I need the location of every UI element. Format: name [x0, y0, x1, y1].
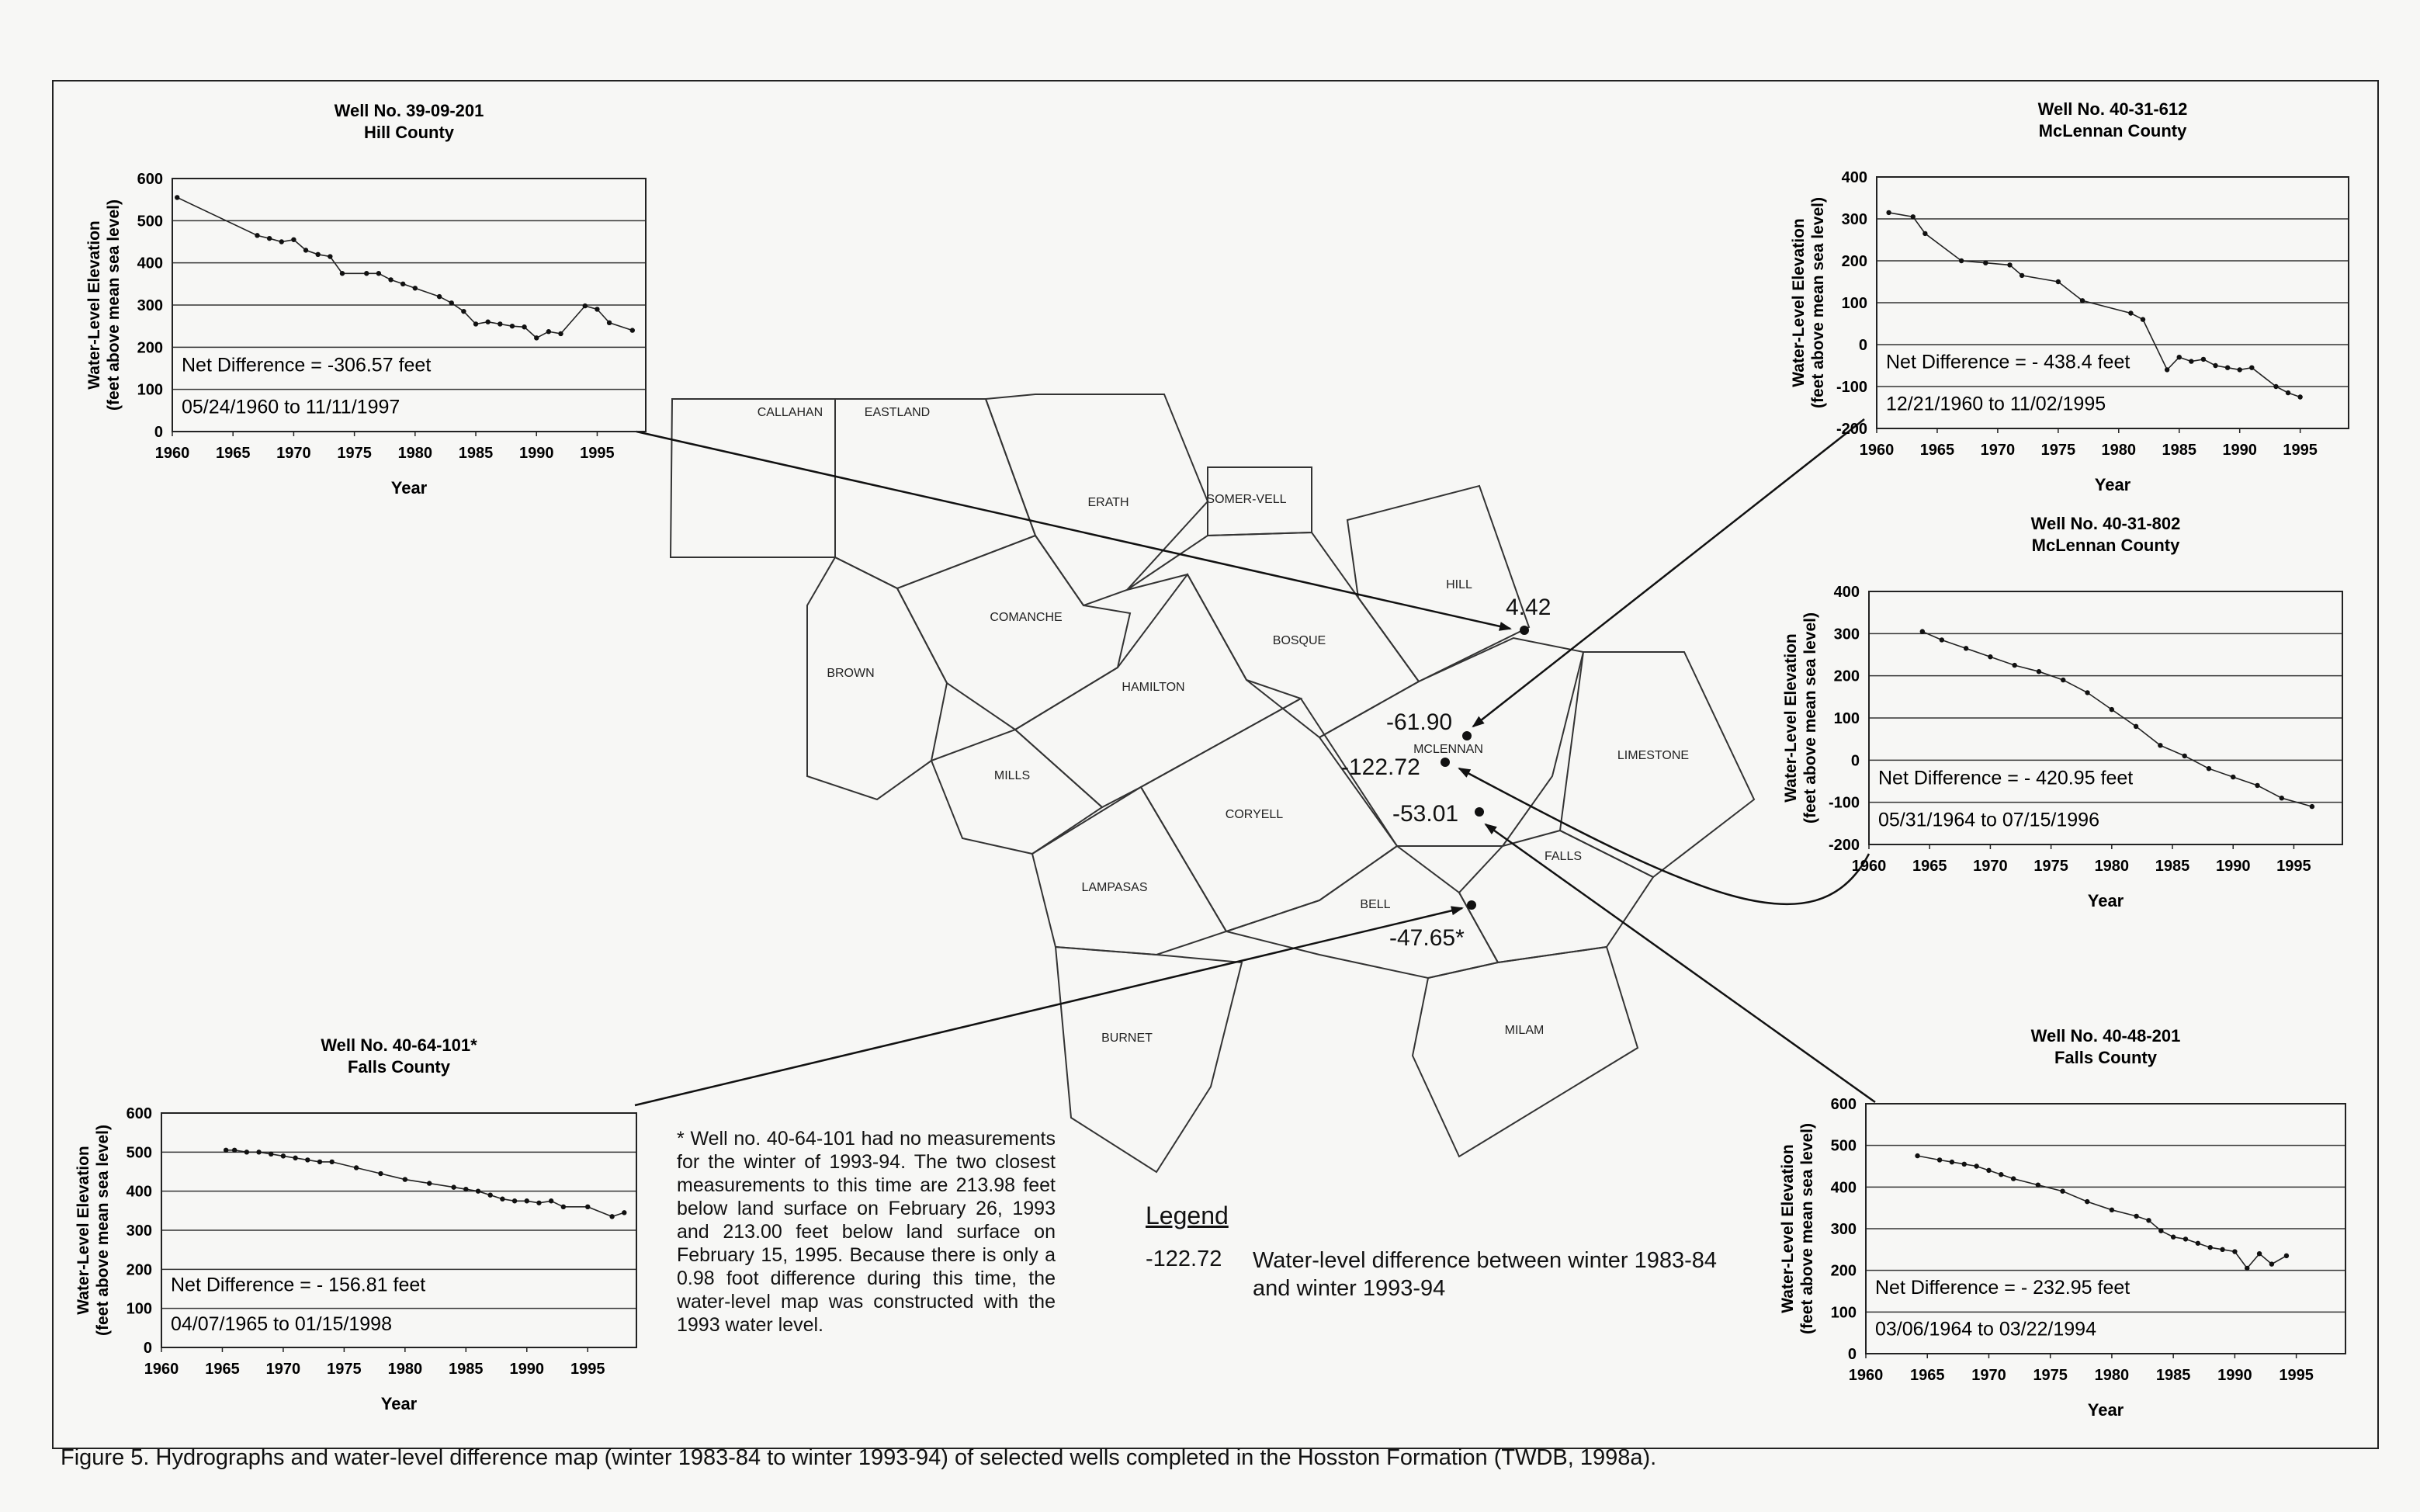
data-point — [2020, 273, 2024, 278]
data-point — [303, 248, 308, 252]
y-tick-label: 600 — [137, 171, 163, 188]
county-label: FALLS — [1544, 850, 1583, 863]
y-tick-label: 400 — [126, 1183, 152, 1201]
connector-lines — [635, 419, 1875, 1105]
county-label: ERATH — [1087, 496, 1129, 509]
y-axis-label-line: (feet above mean sea level) — [1809, 197, 1827, 408]
county-label: BROWN — [827, 667, 875, 680]
chart-title: Well No. 40-64-101* — [321, 1035, 477, 1055]
data-point — [2207, 1245, 2212, 1250]
data-point — [1974, 1163, 1978, 1168]
data-point — [2269, 1261, 2274, 1266]
legend-sample-value: -122.72 — [1146, 1247, 1222, 1271]
x-tick-label: 1995 — [2283, 442, 2318, 459]
x-tick-label: 1980 — [2094, 1367, 2130, 1384]
data-point — [549, 1198, 553, 1203]
x-tick-label: 1960 — [144, 1361, 179, 1378]
x-tick-label: 1990 — [518, 445, 554, 462]
y-tick-label: 0 — [1858, 337, 1867, 354]
x-tick-label: 1980 — [387, 1361, 423, 1378]
data-point — [561, 1205, 566, 1209]
data-point — [2146, 1218, 2151, 1222]
chart-title: Well No. 40-31-802 — [2030, 514, 2181, 533]
chart-subtitle: Falls County — [2054, 1048, 2158, 1067]
footnote-well-40-64-101: * Well no. 40-64-101 had no measurements for the winter of 1993-94. The two closest measurements to this time are 213.98 feet below land surface on February 26, 1993 and 213.00 feet below land surface on February 15, 1995. Because there is only a 0.98 foot difference during this time, the water-level map was constructed with the 1993 water level. — [677, 1128, 1056, 1336]
y-tick-label: 300 — [137, 297, 163, 314]
data-point — [1950, 1160, 1954, 1164]
data-point — [2297, 394, 2302, 399]
data-point — [224, 1148, 228, 1153]
data-point — [2232, 1249, 2237, 1254]
data-point — [512, 1198, 517, 1203]
data-point — [340, 271, 345, 276]
x-tick-label: 1965 — [1919, 442, 1955, 459]
county-hill — [1347, 486, 1529, 681]
x-tick-label: 1965 — [205, 1361, 240, 1378]
y-tick-label: 500 — [126, 1144, 152, 1162]
x-tick-label: 1995 — [2276, 858, 2311, 875]
data-point — [427, 1181, 432, 1185]
data-point — [1986, 1168, 1991, 1173]
data-point — [558, 331, 563, 336]
y-tick-label: 0 — [1847, 1346, 1857, 1363]
connector-hill — [636, 432, 1510, 629]
x-tick-label: 1970 — [276, 445, 311, 462]
y-tick-label: -200 — [1828, 837, 1860, 854]
connector-40-64-101 — [635, 908, 1462, 1105]
x-tick-label: 1970 — [1971, 1367, 2006, 1384]
data-point — [305, 1157, 310, 1162]
x-tick-label: 1970 — [265, 1361, 301, 1378]
data-point — [293, 1156, 297, 1160]
data-point — [2310, 804, 2314, 809]
y-axis-label — [1790, 197, 1827, 408]
hydrograph-40-31-612 — [1790, 99, 2349, 494]
y-axis-label-line: Water-Level Elevation — [1778, 1144, 1797, 1313]
data-point — [1915, 1153, 1919, 1158]
data-point — [2012, 663, 2016, 668]
county-label: HAMILTON — [1122, 681, 1185, 694]
data-point — [269, 1152, 273, 1157]
data-point — [2110, 707, 2114, 712]
data-point — [2110, 1208, 2114, 1212]
legend-title: Legend — [1146, 1202, 1229, 1229]
well-value: -53.01 — [1392, 801, 1459, 827]
y-axis-label-line: (feet above mean sea level) — [94, 1125, 112, 1336]
chart-subtitle: McLennan County — [2031, 536, 2180, 555]
county-label: CALLAHAN — [757, 406, 823, 419]
x-tick-label: 1965 — [215, 445, 251, 462]
data-point — [1962, 1162, 1967, 1167]
data-point — [2196, 1241, 2200, 1246]
x-tick-label: 1960 — [154, 445, 190, 462]
data-point — [354, 1165, 359, 1170]
data-point — [510, 324, 515, 328]
county-label: BOSQUE — [1272, 634, 1326, 647]
x-tick-label: 1990 — [2217, 1367, 2252, 1384]
x-tick-label: 1990 — [2215, 858, 2251, 875]
data-point — [2056, 279, 2061, 284]
x-tick-label: 1975 — [2033, 1367, 2068, 1384]
x-tick-label: 1980 — [2101, 442, 2137, 459]
y-tick-label: 100 — [1841, 295, 1867, 312]
well-value: -122.72 — [1341, 754, 1420, 780]
legend-description: Water-level difference between winter 1983-84 and winter 1993-94 — [1253, 1248, 1718, 1301]
y-tick-label: 100 — [1830, 1304, 1857, 1322]
data-point — [522, 324, 526, 329]
data-point — [1911, 214, 1916, 219]
data-point — [2158, 1228, 2163, 1233]
x-axis-label: Year — [380, 1394, 418, 1413]
county-lampasas — [1032, 787, 1226, 955]
net-difference: Net Difference = - 156.81 feet — [171, 1274, 426, 1296]
data-point — [2183, 1236, 2188, 1241]
data-point — [595, 307, 599, 311]
y-tick-label: 500 — [1830, 1137, 1857, 1155]
data-point — [2158, 743, 2162, 747]
y-tick-label: 200 — [126, 1261, 152, 1279]
date-range: 03/06/1964 to 03/22/1994 — [1875, 1318, 2096, 1340]
data-point — [413, 286, 418, 290]
data-point — [583, 303, 588, 308]
data-point — [2134, 1214, 2138, 1219]
hydrograph-40-64-101 — [75, 1035, 636, 1413]
y-tick-label: 200 — [1841, 253, 1867, 270]
net-difference: Net Difference = -306.57 feet — [182, 354, 432, 376]
chart-subtitle: Hill County — [363, 123, 455, 142]
data-point — [2080, 298, 2085, 303]
data-point — [255, 233, 259, 238]
data-point — [2171, 1235, 2176, 1240]
data-point — [2207, 766, 2211, 771]
x-tick-label: 1990 — [2222, 442, 2257, 459]
data-point — [1988, 654, 1992, 659]
well-value: -61.90 — [1386, 709, 1453, 735]
y-tick-label: 100 — [137, 381, 163, 399]
county-bell — [1226, 846, 1498, 978]
chart-title: Well No. 40-31-612 — [2037, 99, 2188, 119]
data-point — [449, 300, 454, 305]
x-tick-label: 1975 — [337, 445, 372, 462]
y-tick-label: 300 — [1830, 1221, 1857, 1238]
county-mills — [931, 730, 1102, 854]
data-point — [546, 329, 551, 334]
y-tick-label: 0 — [1850, 752, 1860, 770]
data-point — [1886, 210, 1891, 215]
x-tick-label: 1990 — [509, 1361, 545, 1378]
county-limestone — [1560, 652, 1754, 877]
data-point — [1983, 261, 1988, 265]
x-tick-label: 1960 — [1848, 1367, 1884, 1384]
data-point — [2284, 1254, 2289, 1258]
y-tick-label: 400 — [1830, 1179, 1857, 1197]
data-point — [267, 236, 272, 241]
county-label: CORYELL — [1225, 808, 1284, 821]
data-point — [536, 1201, 541, 1205]
county-comanche — [897, 536, 1130, 730]
data-point — [1937, 1157, 1942, 1162]
y-tick-label: -100 — [1836, 379, 1867, 396]
series-line — [1918, 1156, 2287, 1268]
y-axis-label-line: Water-Level Elevation — [85, 220, 103, 390]
y-tick-label: 200 — [1833, 668, 1860, 685]
data-point — [2189, 359, 2193, 363]
y-axis-label-line: Water-Level Elevation — [74, 1146, 92, 1315]
data-point — [256, 1150, 261, 1154]
x-tick-label: 1995 — [2279, 1367, 2314, 1384]
data-point — [2225, 366, 2230, 370]
x-tick-label: 1995 — [570, 1361, 605, 1378]
data-point — [2141, 317, 2145, 321]
data-point — [1922, 231, 1927, 236]
data-point — [2134, 724, 2138, 729]
y-tick-label: 200 — [1830, 1262, 1857, 1280]
well-point — [1520, 626, 1529, 635]
date-range: 05/31/1964 to 07/15/1996 — [1878, 809, 2099, 831]
data-point — [607, 321, 612, 325]
data-point — [2177, 355, 2182, 359]
x-tick-label: 1985 — [2155, 858, 2190, 875]
x-axis-label: Year — [390, 478, 428, 498]
data-point — [2213, 363, 2217, 368]
well-point — [1475, 807, 1484, 817]
county-label: EASTLAND — [864, 406, 931, 419]
well-point — [1462, 731, 1472, 740]
data-point — [2237, 367, 2241, 372]
hydrograph-40-31-802 — [1782, 514, 2342, 910]
date-range: 04/07/1965 to 01/15/1998 — [171, 1313, 392, 1335]
x-tick-label: 1985 — [449, 1361, 484, 1378]
data-point — [175, 195, 179, 199]
y-tick-label: 100 — [1833, 710, 1860, 727]
data-point — [585, 1205, 590, 1209]
data-point — [232, 1148, 237, 1153]
x-tick-label: 1995 — [580, 445, 615, 462]
y-tick-label: 400 — [1833, 584, 1860, 601]
data-point — [2255, 783, 2259, 788]
well-point — [1441, 758, 1450, 767]
y-axis-label — [75, 1125, 112, 1336]
data-point — [2201, 357, 2206, 362]
data-point — [2007, 262, 2012, 267]
x-tick-label: 1985 — [2162, 442, 2196, 459]
data-point — [487, 1193, 492, 1198]
county-label: BELL — [1360, 898, 1391, 911]
y-axis-label — [1779, 1123, 1816, 1334]
data-point — [403, 1177, 407, 1181]
data-point — [609, 1214, 614, 1219]
data-point — [329, 1160, 334, 1164]
net-difference: Net Difference = - 232.95 feet — [1875, 1277, 2131, 1299]
county-label: MCLENNAN — [1413, 743, 1483, 756]
data-point — [2165, 367, 2169, 372]
county-milam — [1413, 947, 1638, 1157]
data-point — [451, 1184, 456, 1189]
connector-40-48-201 — [1486, 824, 1875, 1102]
county-callahan — [671, 399, 835, 557]
county-label: BURNET — [1101, 1032, 1153, 1045]
x-axis-label: Year — [2087, 1400, 2124, 1420]
data-point — [2182, 754, 2186, 758]
data-point — [2220, 1247, 2224, 1252]
data-point — [2011, 1176, 2016, 1181]
y-tick-label: 600 — [1830, 1096, 1857, 1113]
data-point — [315, 252, 320, 257]
county-label: COMANCHE — [990, 611, 1063, 624]
data-point — [534, 335, 539, 340]
data-point — [317, 1160, 322, 1164]
data-point — [388, 277, 393, 282]
data-point — [2249, 366, 2254, 370]
y-tick-label: 0 — [154, 424, 163, 441]
series-line — [177, 197, 633, 338]
y-axis-label — [1782, 612, 1819, 824]
x-axis-label: Year — [2094, 475, 2131, 494]
chart-subtitle: Falls County — [347, 1057, 451, 1077]
data-point — [2037, 669, 2041, 674]
x-tick-label: 1960 — [1851, 858, 1887, 875]
data-point — [1964, 646, 1968, 650]
data-point — [2061, 678, 2065, 682]
data-point — [281, 1153, 286, 1158]
data-point — [244, 1150, 249, 1154]
y-tick-label: 300 — [1841, 211, 1867, 228]
well-value: 4.42 — [1506, 595, 1552, 620]
y-tick-label: 300 — [1833, 626, 1860, 643]
data-point — [437, 294, 442, 299]
y-tick-label: 500 — [137, 213, 163, 231]
y-tick-label: 300 — [126, 1222, 152, 1240]
x-tick-label: 1985 — [458, 445, 494, 462]
data-point — [2085, 690, 2089, 695]
y-tick-label: -100 — [1828, 794, 1860, 812]
data-point — [476, 1188, 480, 1193]
date-range: 05/24/1960 to 11/11/1997 — [182, 396, 400, 418]
y-axis-label-line: Water-Level Elevation — [1781, 633, 1800, 803]
x-tick-label: 1975 — [2033, 858, 2068, 875]
data-point — [498, 321, 502, 326]
chart-subtitle: McLennan County — [2038, 121, 2187, 140]
y-tick-label: -200 — [1836, 421, 1867, 438]
data-point — [2060, 1189, 2065, 1194]
data-point — [378, 1171, 383, 1176]
county-label: SOMER-VELL — [1206, 493, 1287, 506]
x-tick-label: 1980 — [397, 445, 433, 462]
county-eastland — [835, 399, 1035, 588]
data-point — [473, 321, 478, 326]
well-value: -47.65* — [1389, 925, 1465, 951]
data-point — [2286, 390, 2290, 395]
y-axis-label-line: (feet above mean sea level) — [105, 199, 123, 411]
data-point — [400, 282, 405, 286]
data-point — [485, 320, 490, 324]
county-label: MILAM — [1504, 1024, 1545, 1037]
data-point — [2231, 775, 2235, 779]
data-point — [364, 271, 369, 276]
net-difference: Net Difference = - 420.95 feet — [1878, 767, 2134, 789]
county-label: HILL — [1446, 578, 1472, 591]
x-tick-label: 1970 — [1980, 442, 2016, 459]
data-point — [2280, 796, 2284, 800]
x-tick-label: 1985 — [2155, 1367, 2191, 1384]
hydrograph-40-48-201 — [1779, 1026, 2345, 1420]
chart-title: Well No. 40-48-201 — [2030, 1026, 2181, 1046]
date-range: 12/21/1960 to 11/02/1995 — [1886, 393, 2106, 415]
data-point — [1940, 637, 1944, 642]
figure-caption: Figure 5. Hydrographs and water-level difference map (winter 1983-84 to winter 1993-94) of selected wells completed in the Hosston Formation (TWDB, 1998a). — [61, 1445, 1657, 1470]
county-burnet — [1056, 947, 1242, 1172]
y-axis-label-line: (feet above mean sea level) — [1798, 1123, 1816, 1334]
y-tick-label: 200 — [137, 339, 163, 357]
chart-title: Well No. 39-09-201 — [334, 101, 484, 120]
county-label: MILLS — [993, 769, 1031, 782]
data-point — [630, 328, 635, 332]
data-point — [463, 1187, 468, 1191]
data-point — [1999, 1172, 2003, 1177]
data-point — [1959, 258, 1964, 263]
y-axis-label-line: (feet above mean sea level) — [1801, 612, 1819, 824]
y-tick-label: 0 — [143, 1340, 152, 1357]
data-point — [2257, 1251, 2262, 1256]
data-point — [291, 238, 296, 242]
data-point — [2085, 1199, 2089, 1204]
x-tick-label: 1960 — [1859, 442, 1895, 459]
y-axis-label — [85, 199, 123, 411]
data-point — [328, 254, 332, 258]
well-point — [1467, 900, 1476, 910]
x-tick-label: 1965 — [1909, 1367, 1945, 1384]
x-tick-label: 1970 — [1973, 858, 2008, 875]
data-point — [2128, 310, 2133, 315]
data-point — [279, 239, 284, 244]
county-labels — [758, 406, 1689, 1045]
data-point — [2273, 384, 2278, 389]
county-label: LAMPASAS — [1081, 881, 1148, 894]
county-label: LIMESTONE — [1617, 749, 1690, 762]
county-map — [671, 394, 1754, 1172]
data-point — [500, 1197, 504, 1202]
well-markers — [1441, 626, 1529, 910]
hydrograph-39-09-201 — [85, 101, 646, 498]
x-axis-label: Year — [2087, 891, 2124, 910]
y-tick-label: 400 — [137, 255, 163, 272]
data-point — [2036, 1182, 2040, 1187]
y-tick-label: 600 — [126, 1105, 152, 1122]
y-tick-label: 100 — [126, 1300, 152, 1318]
data-point — [2245, 1266, 2249, 1271]
x-tick-label: 1980 — [2094, 858, 2130, 875]
y-axis-label-line: Water-Level Elevation — [1789, 218, 1808, 387]
x-tick-label: 1965 — [1912, 858, 1947, 875]
data-point — [461, 309, 466, 314]
data-point — [376, 271, 381, 276]
x-tick-label: 1975 — [327, 1361, 362, 1378]
data-point — [525, 1198, 529, 1203]
y-tick-label: 400 — [1841, 169, 1867, 186]
data-point — [622, 1210, 626, 1215]
net-difference: Net Difference = - 438.4 feet — [1886, 351, 2131, 373]
x-tick-label: 1975 — [2040, 442, 2076, 459]
data-point — [1920, 629, 1925, 633]
